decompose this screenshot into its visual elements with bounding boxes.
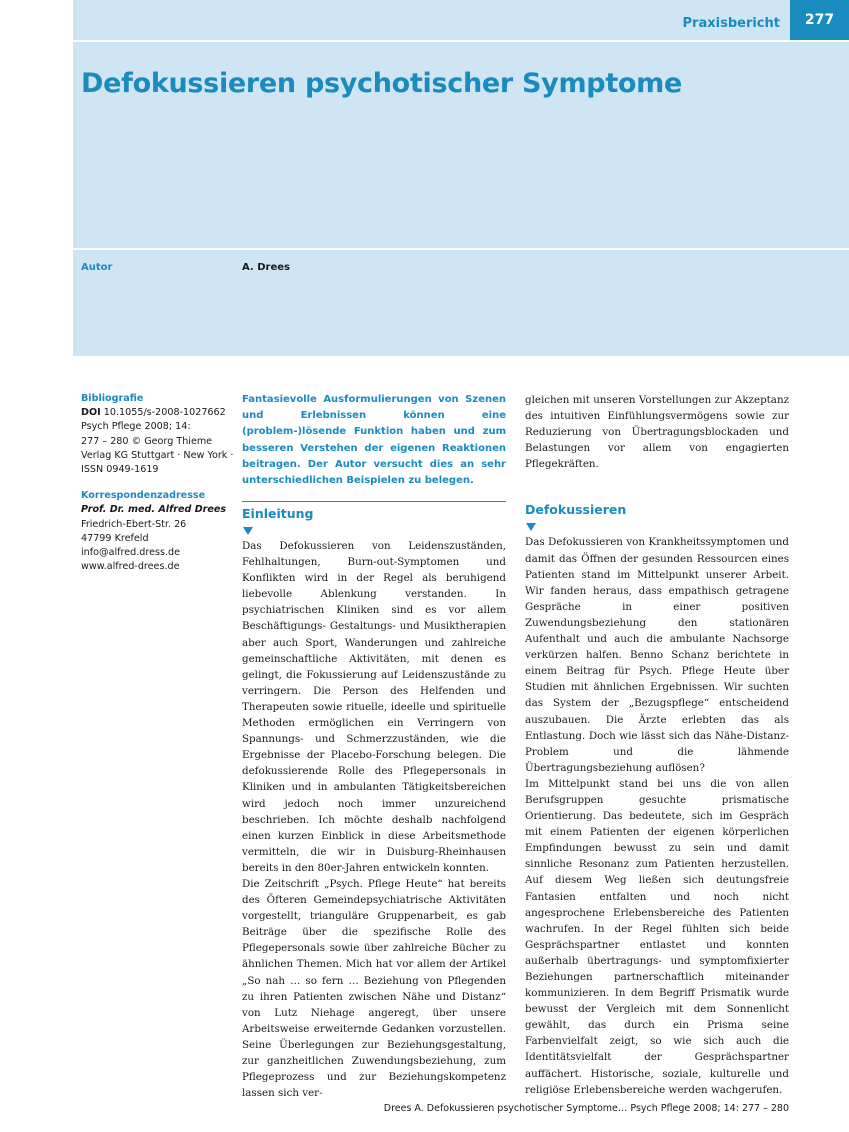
paragraph: Das Defokussieren von Krankheitssymptomen und damit das Öffnen der gesunden Ressourcen eines Patienten stand im Mittelpunkt unserer Arbeit. Wir fanden heraus, dass empathisch getragene Gespräche in einer positiven Zuwendungsbeziehung den stationären Aufenthalt und auch die ambulante Nachsorge verkürzen halfen. Benno Schanz berichtete in einem Beitrag für Psych. Pflege Heute über Studien mit ähnlichen Ergebnissen. Wir suchten das System der „Bezugspflege“ entscheidend auszubauen. Die Ärzte erlebten das als Entlastung. Doch wie lässt sich das Nähe-Distanz-Problem und die lähmende Übertragungsbeziehung auflösen? [525,536,789,774]
paragraph: Im Mittelpunkt stand bei uns die von allen Berufsgruppen gesuchte prismatische Orientierung. Das bedeutete, sich im Gespräch mit einem Patienten der eigenen körperlichen Empfindungen bewusst zu sein und damit sinnliche Resonanz zum Patienten herzustellen. Auf diesem Weg ließen sich deutungsfreie Fantasien entfalten und noch nicht angesprochene Erlebensbereiche des Patienten wachrufen. In der Regel fühlten sich beide Gesprächspartner entlastet und konnten außerhalb übertragungs- und symptomfixierter Beziehungen partnerschaftlich miteinander kommunizieren. In dem Begriff Prismatik wurde bewusst der Vergleich mit dem Sonnenlicht gewählt, das durch ein Prisma seine Farbenvielfalt zeigt, so wie sich auch die Identitätsvielfalt der Gesprächspartner auffächert. Historische, soziale, kulturelle und religiöse Erlebensbereiche werden wachgerufen. [525,777,789,1096]
contact-name: Prof. Dr. med. Alfred Drees [81,504,227,516]
author-name: A. Drees [242,262,290,273]
right-column [525,392,789,1098]
header-band [73,0,849,356]
article-title: Defokussieren psychotischer Symptome [81,68,683,99]
section-heading-introduction: Einleitung [242,506,314,521]
citation-line: Verlag KG Stuttgart · New York · [81,449,234,461]
page-number: 277 [790,0,849,40]
contact-email[interactable]: info@alfred.dress.de [81,547,181,559]
doi-label: DOI [81,407,101,419]
bibliography-heading: Bibliografie [81,393,144,404]
spacer [525,472,789,502]
footer-citation: Drees A. Defokussieren psychotischer Symptome… Psych Pflege 2008; 14: 277 – 280 [383,1103,789,1114]
citation-line: 277 – 280 © Georg Thieme [81,435,213,447]
title-divider [73,248,849,250]
paragraph-continuation: gleichen mit unseren Vorstellungen zur Akzeptanz des intuitiven Einfühlungsvermögens sowie zur Reduzierung von Übertragungsblockaden und Belastungen vor allem von engagierten Pflegekräften. [525,394,789,471]
doi-value[interactable]: 10.1055/s-2008-1027662 [103,407,226,419]
paragraph: Die Zeitschrift „Psych. Pflege Heute“ hat bereits des Öfteren Gemeindepsychiatrische Aktivitäten vorgestellt, trianguläre Gruppenarbeit, es gab Beiträge über die spezifische Rolle des Pflegepersonals sowie über zahlreiche Bücher zu ähnlichen Themen. Mich hat vor allem der Artikel „So nah … so fern … Beziehung von Pflegenden zu ihren Patienten zwischen Nähe und Distanz“ von Lutz Niehage angeregt, über unsere Arbeitsweise erweiternde Gedanken vorzustellen. Seine Überlegungen zur Beziehungsgestaltung, zur ganzheitlichen Zuwendungsbeziehung, zum Pflegeprozess und zur Beziehungskompetenz lassen sich ver- [242,877,506,1100]
bibliography-block [81,392,234,477]
left-column [242,501,506,1101]
triangle-marker-icon [243,527,253,535]
citation-line: Psych Pflege 2008; 14: [81,421,191,433]
section-rule [242,501,506,502]
contact-street: Friedrich-Ebert-Str. 26 [81,518,187,530]
triangle-marker-icon [526,523,536,531]
paragraph: Das Defokussieren von Leidenszuständen, Fehlhaltungen, Burn-out-Symptomen und Konflikten wird in der Regel als beruhigend liebevolle Ablenkung verstanden. In psychiatrischen Kliniken sind es vor allem Beschäftigungs- Gestaltungs- und Musiktherapien aber auch Sport, Wanderungen und zahlreiche gemeinschaftliche Aktivitäten, mit denen es gelingt, die Fokussierung auf Leidenszustände zu verringern. Die Person des Helfenden und Therapeuten sowie rituelle, ideelle und spirituelle Methoden ermöglichen ein Verringern von Spannungs- und Schmerzzuständen, wie die Ergebnisse der Placebo-Forschung belegen. Die defokussierende Rolle des Pflegepersonals in Kliniken und in ambulanten Tätigkeitsbereichen wird jedoch noch immer unzureichend beschrieben. Ich möchte deshalb nachfolgend einen kurzen Einblick in diese Arbeitsmethode vermitteln, die wir in Duisburg-Rheinhausen bereits in den 80er-Jahren entwickeln konnten. [242,540,506,874]
section-heading-defocusing: Defokussieren [525,502,627,518]
abstract: Fantasievolle Ausformulierungen von Szenen und Erlebnissen können eine (problem-)lösende Funktion haben und zum besseren Verstehen der eigenen Reaktionen beitragen. Der Autor versucht dies an sehr unterschiedlichen Beispielen zu belegen. [242,394,506,487]
doi-line [81,406,231,420]
correspondence-block [81,489,231,574]
contact-city: 47799 Krefeld [81,532,149,544]
sidebar [81,392,234,586]
section-label: Praxisbericht [682,16,780,31]
contact-website[interactable]: www.alfred-drees.de [81,561,180,573]
citation-line: ISSN 0949-1619 [81,464,159,476]
correspondence-heading: Korrespondenzadresse [81,490,206,502]
author-label: Autor [81,262,113,273]
